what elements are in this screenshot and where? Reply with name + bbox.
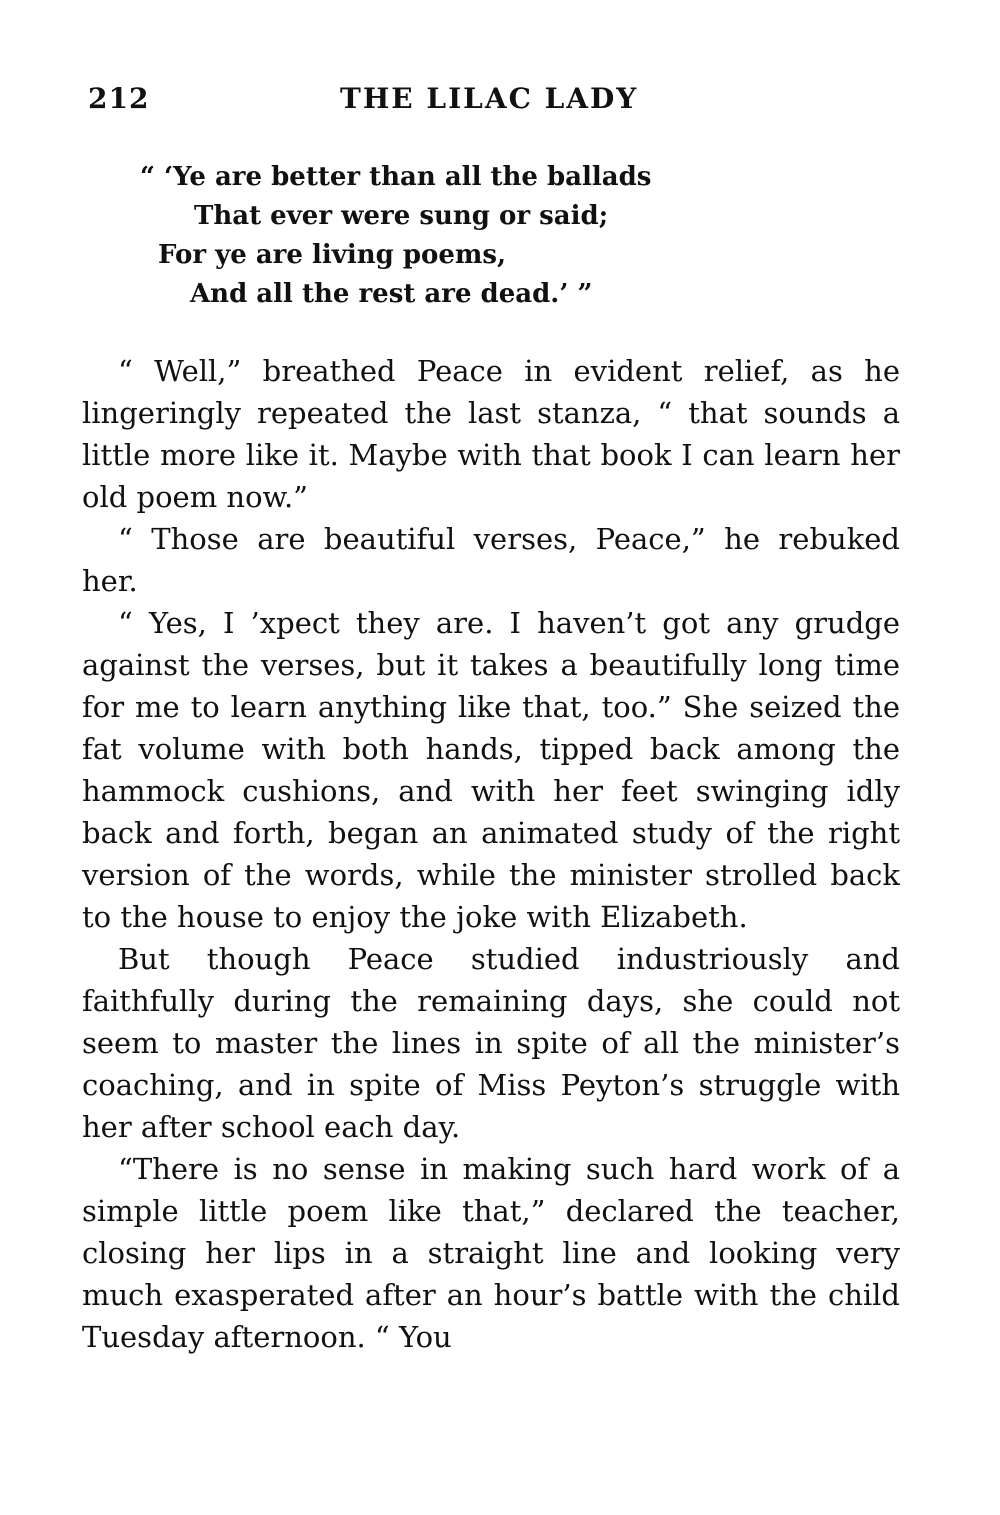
poem-line: For ye are living poems, [158, 240, 507, 270]
paragraph: “ Yes, I ’xpect they are. I haven’t got any grudge against the verses, but it takes a beautifully long time for me to learn anything like that, too.” She seized the fat volume with both hands, tipped back among the hammock cushions, and with her feet swinging idly back and forth, began an animated study of the right version of the words, while the minister strolled back to the house to enjoy the joke with Elizabeth. [82, 606, 900, 934]
running-title: THE LILAC LADY [340, 82, 639, 115]
page-number: 212 [88, 82, 150, 115]
paragraph: “ Those are beautiful verses, Peace,” he rebuked her. [82, 522, 900, 598]
poem-stanza [140, 158, 840, 314]
paragraph: “ Well,” breathed Peace in evident relief, as he lingeringly repeated the last stanza, “ that sounds a little more like it. Maybe with that book I can learn her old poem now.” [82, 354, 900, 514]
paragraph: “There is no sense in making such hard work of a simple little poem like that,” declared the teacher, closing her lips in a straight line and looking very much exasperated after an hour’s battle with the child Tuesday afternoon. “ You [82, 1152, 900, 1354]
paragraph: But though Peace studied industriously and faithfully during the remaining days, she could not seem to master the lines in spite of all the minister’s coaching, and in spite of Miss Peyton’s struggle with her after school each day. [82, 942, 900, 1144]
body-text [82, 350, 900, 1358]
page-header [88, 82, 908, 122]
poem-line: And all the rest are dead.’ ” [190, 279, 593, 309]
poem-line: “ ‘Ye are better than all the ballads [140, 162, 652, 192]
poem-line: That ever were sung or said; [194, 201, 609, 231]
